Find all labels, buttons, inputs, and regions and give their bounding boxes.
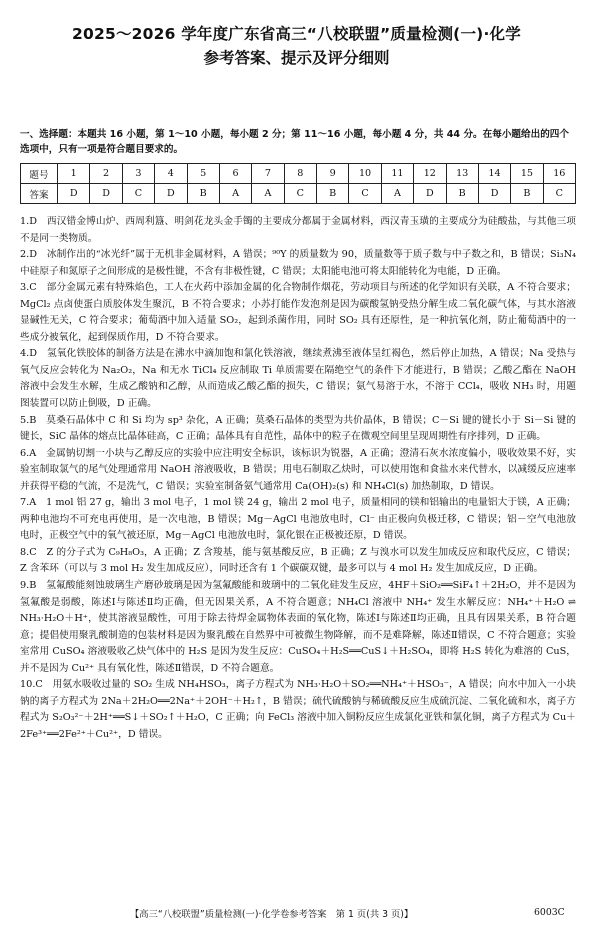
question-number-cell: 15 [511, 164, 543, 184]
question-number-cell: 3 [122, 164, 154, 184]
answer-cell: D [90, 184, 122, 204]
answer-cell: B [446, 184, 478, 204]
answer-cell: C [349, 184, 381, 204]
question-number-cell: 12 [414, 164, 446, 184]
question-number-cell: 13 [446, 164, 478, 184]
explanation-item: 3.C 部分金属元素有特殊焰色，工人在火药中添加金属的化合物制作烟花，劳动项目与所述的化学知识有关联，A 不符合要求；MgCl₂ 点卤使蛋白质胶体发生聚沉，B 不符合要求；小苏打能作发泡剂是因为碳酸氢钠受热分解生成二氧化碳气体，与其水溶液显碱性无关，C 符合要求；葡萄酒中加入适量 SO₂，起到杀菌作用，同时 SO₂ 具有还原性，是一种抗氧化剂，防止葡萄酒中的一些成分被氧化，起到保质作用，D 不符合要求。 [20, 282, 576, 343]
answer-cell: A [219, 184, 251, 204]
answer-table-number-row [21, 164, 576, 184]
answer-explanations [20, 214, 576, 744]
explanation-item: 6.A 金属钠切割一小块与乙醇反应的实验中应注明安全标识，该标识为锐器，A 正确；澄清石灰水浓度偏小，吸收效果不好，实验室制取氯气的尾气处理通常用 NaOH 溶液吸收，B 错误；用电石制取乙炔时，可以使用饱和食盐水来代替水，以减缓反应速率并获得平稳的气流，不是洗气，C 错误；实验室制备氨气通常用 Ca(OH)₂(s) 和 NH₄Cl(s) 加热制取，D 错误。 [20, 447, 576, 492]
document-title: 2025～2026 学年度广东省高三“八校联盟”质量检测(一)·化学 [72, 25, 521, 43]
explanation-item: 9.B 氢氟酸能刻蚀玻璃生产磨砂玻璃是因为氢氟酸能和玻璃中的二氧化硅发生反应，4HF＋SiO₂══SiF₄↑＋2H₂O，并不是因为氢氟酸是弱酸，陈述Ⅰ与陈述Ⅱ均正确，但无因果关系，A 不符合题意；NH₄Cl 溶液中 NH₄⁺ 发生水解反应：NH₄⁺＋H₂O ⇌ NH₃·H₂O＋H⁺，使其溶液显酸性，可用于除去待焊金属物体表面的氧化物，陈述Ⅰ与陈述Ⅱ均正确，且具有因果关系，B 符合题意；提倡使用聚乳酸制造的包装材料是因为聚乳酸在自然界中可被微生物降解，而不是难降解，陈述Ⅱ错误，C 不符合题意；实验室常用 CuSO₄ 溶液吸收乙炔气体中的 H₂S 是因为发生反应：CuSO₄＋H₂S══CuS↓＋H₂SO₄，即将 H₂S 转化为难溶的 CuS，并不是因为 Cu²⁺ 具有氧化性，陈述Ⅱ错误，D 不符合题意。 [20, 580, 576, 674]
answer-table-answer-label: 答案 [21, 184, 58, 204]
answer-table-number-label: 题号 [21, 164, 58, 184]
answer-table [20, 163, 576, 204]
answer-cell: D [58, 184, 90, 204]
explanation-item: 10.C 用氨水吸收过量的 SO₂ 生成 NH₄HSO₃，离子方程式为 NH₃·H₂O＋SO₂══NH₄⁺＋HSO₃⁻，A 错误；向水中加入一小块钠的离子方程式为 2Na＋2H₂O══2Na⁺＋2OH⁻＋H₂↑，B 错误；硫代硫酸钠与稀硫酸反应生成硫沉淀、二氧化硫和水，离子方程式为 S₂O₃²⁻＋2H⁺══S↓＋SO₂↑＋H₂O，C 正确；向 FeCl₃ 溶液中加入铜粉反应生成氯化亚铁和氯化铜，离子方程式为 Cu＋2Fe³⁺══2Fe²⁺＋Cu²⁺，D 错误。 [20, 679, 576, 740]
explanation-item: 1.D 西汉错金博山炉、西周利簋、明剑花龙头金手镯的主要成分都属于金属材料，西汉青玉璜的主要成分为硅酸盐，与其他三项不是同一类物质。 [20, 216, 576, 244]
explanation-item: 5.B 莫桑石晶体中 C 和 Si 均为 sp³ 杂化，A 正确；莫桑石晶体的类型为共价晶体，B 错误；C－Si 键的键长小于 Si－Si 键的键长，SiC 晶体的熔点比晶体硅高，C 正确；晶体具有自范性，晶体中的粒子在微观空间里呈现周期性有序排列，D 正确。 [20, 414, 576, 443]
answer-cell: D [155, 184, 187, 204]
question-number-cell: 6 [219, 164, 251, 184]
answer-cell: C [543, 184, 575, 204]
answer-cell: C [122, 184, 154, 204]
answer-cell: A [381, 184, 413, 204]
question-number-cell: 8 [284, 164, 316, 184]
document-subtitle: 参考答案、提示及评分细则 [203, 49, 390, 67]
answer-cell: A [252, 184, 284, 204]
page-footer: 【高三“八校联盟”质量检测(一)·化学卷参考答案 第 1 页(共 3 页)】 [130, 909, 414, 920]
question-number-cell: 1 [58, 164, 90, 184]
question-number-cell: 2 [90, 164, 122, 184]
answer-table-answer-row [21, 184, 576, 204]
answer-cell: B [317, 184, 349, 204]
question-number-cell: 11 [381, 164, 413, 184]
answer-cell: B [187, 184, 219, 204]
answer-cell: B [511, 184, 543, 204]
explanation-item: 2.D 冰制作出的“冰光纤”属于无机非金属材料，A 错误；⁹⁰Y 的质量数为 90，质量数等于质子数与中子数之和，B 错误；Si₃N₄ 中硅原子和氮原子之间形成的是极性键，不含有非极性键，C 错误；太阳能电池可将太阳能转化为电能，D 正确。 [20, 249, 576, 277]
question-number-cell: 14 [478, 164, 510, 184]
question-number-cell: 7 [252, 164, 284, 184]
answer-cell: D [414, 184, 446, 204]
question-number-cell: 9 [317, 164, 349, 184]
question-number-cell: 10 [349, 164, 381, 184]
section-intro: 一、选择题：本题共 16 小题，第 1～10 小题，每小题 2 分；第 11～16 小题，每小题 4 分，共 44 分。在每小题给出的四个选项中，只有一项是符合题目要求的。 [20, 129, 569, 155]
explanation-item: 7.A 1 mol 铝 27 g，输出 3 mol 电子，1 mol 镁 24 g，输出 2 mol 电子，质量相同的镁和铝输出的电量铝大于镁，A 正确；两种电池均不可充电再使用，是一次电池，B 错误；Mg－AgCl 电池放电时，Cl⁻ 由正极向负极迁移，C 错误；铝－空气电池放电时，正极空气中的氧气被还原，Mg－AgCl 电池放电时，氯化银在正极被还原，D 错误。 [20, 497, 576, 542]
question-number-cell: 16 [543, 164, 575, 184]
question-number-cell: 5 [187, 164, 219, 184]
answer-cell: C [284, 184, 316, 204]
document-code: 6003C [534, 907, 565, 918]
question-number-cell: 4 [155, 164, 187, 184]
explanation-item: 4.D 氢氧化铁胶体的制备方法是在沸水中滴加饱和氯化铁溶液，继续煮沸至液体呈红褐色，然后停止加热，A 错误；Na 受热与氧气反应会转化为 Na₂O₂，Na 和无水 TiCl₄ 反应制取 Ti 单质需要在隔绝空气的条件下才能进行，B 错误；乙酸乙酯在 NaOH 溶液中会发生水解，生成乙酸钠和乙醇，从而造成乙酸乙酯的损失，C 错误；氨气易溶于水，不溶于 CCl₄，吸收 NH₃ 时，用题图装置可以防止倒吸，D 正确。 [20, 348, 576, 410]
answer-cell: D [478, 184, 510, 204]
explanation-item: 8.C Z 的分子式为 C₉H₈O₃，A 正确；Z 含羧基，能与氨基酸反应，B 正确；Z 与溴水可以发生加成反应和取代反应，C 错误；Z 含苯环（可以与 3 mol H₂ 发生加成反应），同时还含有 1 个碳碳双键，最多可以与 4 mol H₂ 发生加成反应，D 正确。 [20, 546, 576, 575]
